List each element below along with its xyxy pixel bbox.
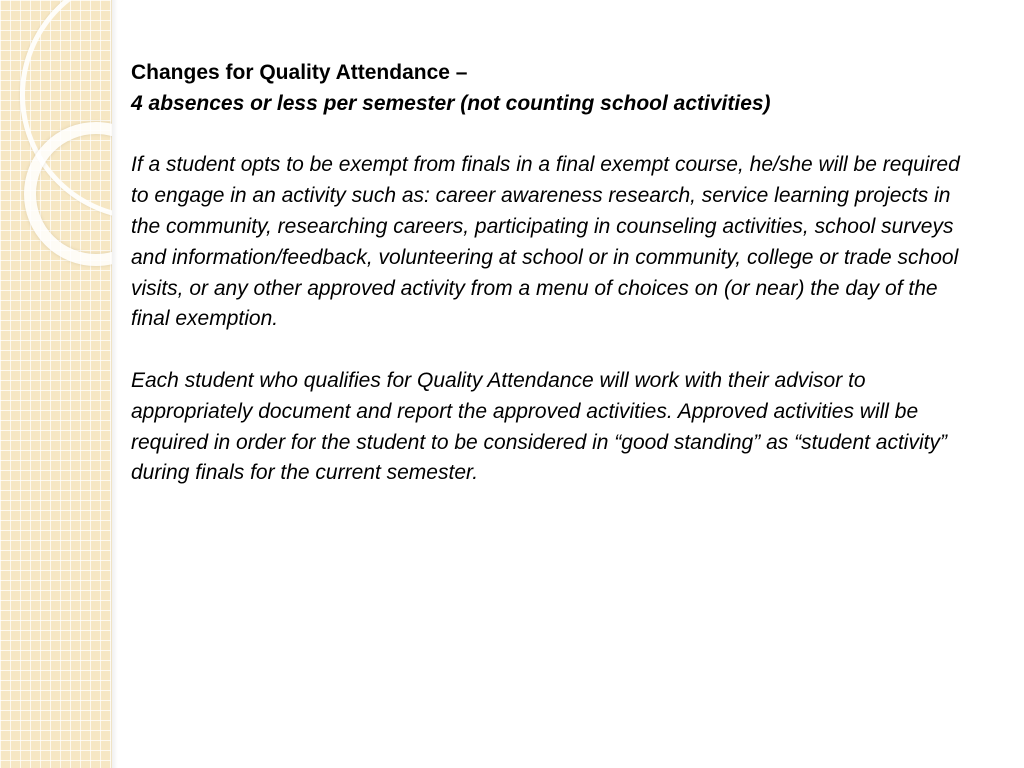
- spacer: [131, 335, 981, 366]
- spacer: [131, 120, 981, 151]
- sidebar-edge-shadow: [112, 0, 118, 768]
- paragraph-quality-attendance: Each student who qualifies for Quality Attendance will work with their advisor to appropriately document and report the approved activities. Approved activities will be required in order for the student to be considered in “good standing” as “student activity” during finals for the current semester.: [131, 368, 947, 485]
- paragraph-exemption: If a student opts to be exempt from finals in a final exempt course, he/she will be required to engage in an activity such as: career awareness research, service learning projects in the community, researching careers, participating in counseling activities, school surveys and information/feedback, volunteering at school or in community, college or trade school visits, or any other approved activity from a menu of choices on (or near) the day of the final exemption.: [131, 153, 960, 331]
- slide-subheading: 4 absences or less per semester (not counting school activities): [131, 91, 771, 115]
- decorative-sidebar: [0, 0, 112, 768]
- slide-content: [131, 58, 981, 489]
- slide-heading: Changes for Quality Attendance –: [131, 61, 468, 84]
